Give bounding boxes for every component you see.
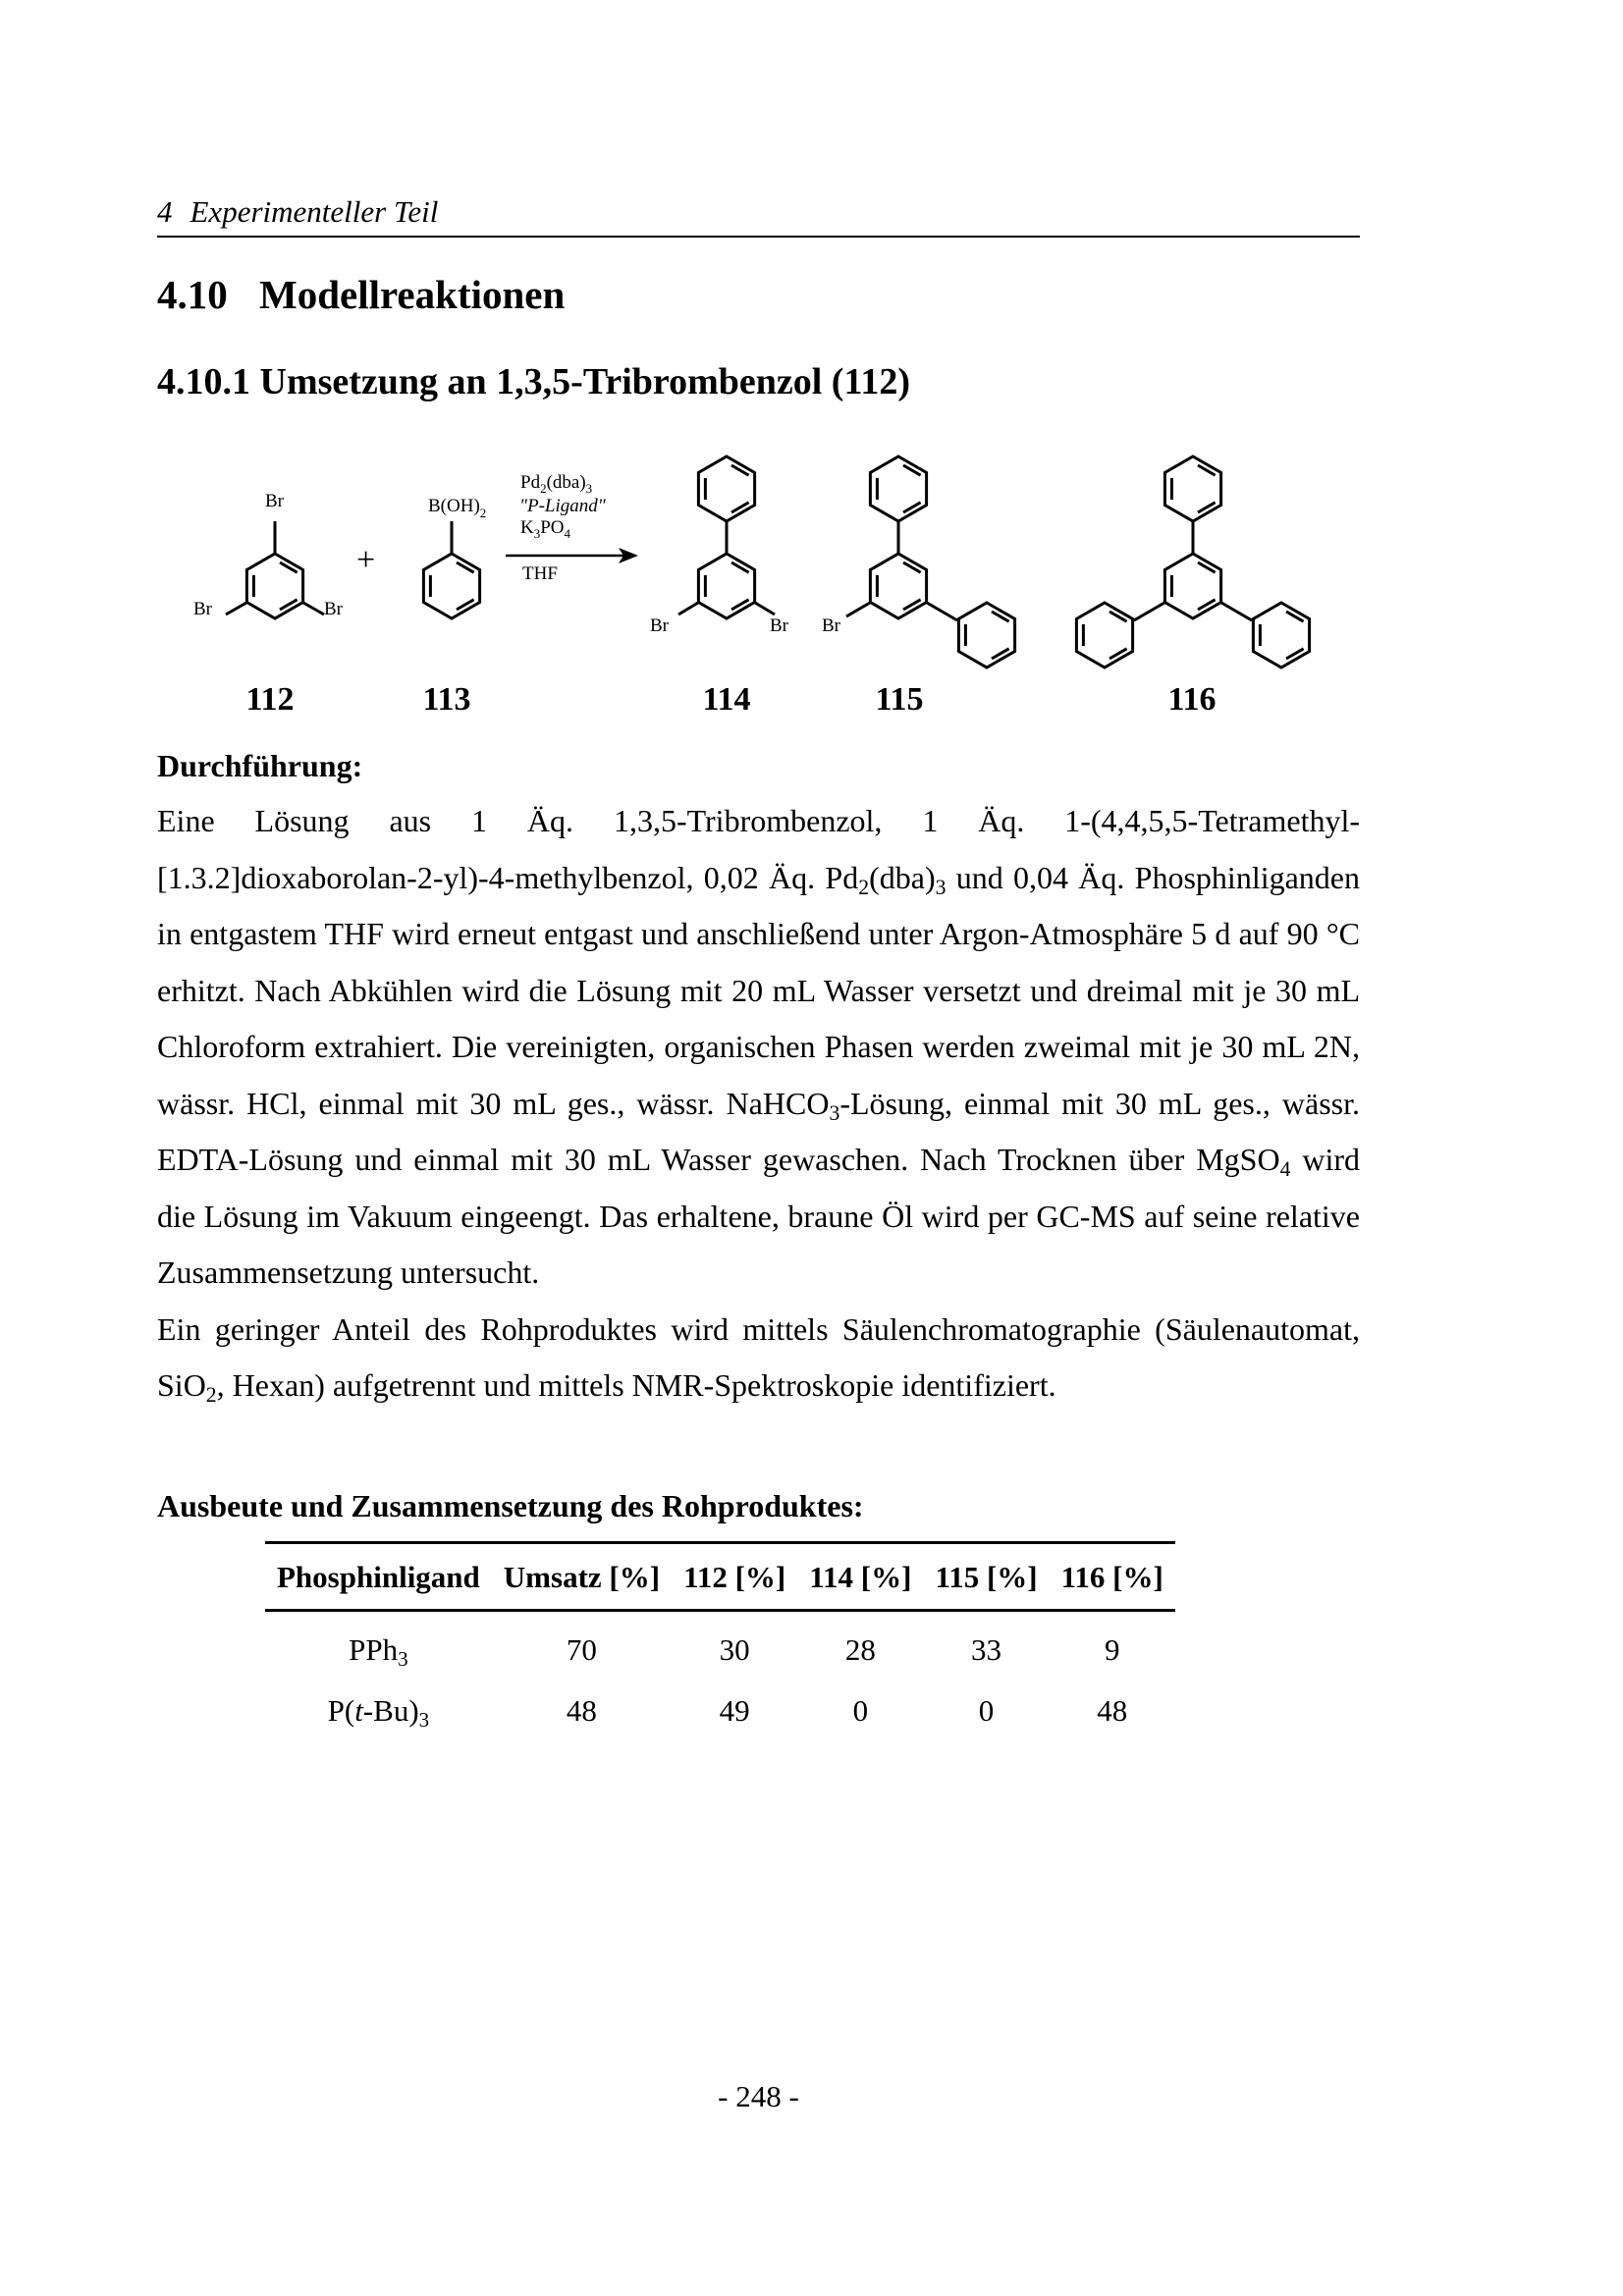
table-cell: 48 (1097, 1693, 1128, 1728)
section-heading (157, 271, 565, 318)
benzene-ring-115-phenyl-top (870, 456, 926, 521)
column-header: 116 [%] (1060, 1560, 1163, 1594)
procedure-paragraph-2: Ein geringer Anteil des Rohproduktes wird mittels Säulenchromatographie (Säulenautomat, SiO$_2$, Hexan) aufgetrennt und mittels NMR-Spektroskopie identifiziert. (157, 1310, 1360, 1408)
column-header: 114 [%] (809, 1560, 912, 1594)
chapter-title: Experimenteller Teil (189, 194, 439, 229)
compound-number-115: 115 (875, 681, 924, 718)
benzene-ring-115-core (870, 554, 926, 618)
table-cell: 28 (844, 1632, 876, 1667)
section-number: 4.10 (157, 272, 228, 317)
bromine-label-114-left: Br (650, 615, 669, 636)
page-number: - 248 - (718, 2079, 799, 2113)
table-cell: 0 (978, 1693, 995, 1728)
column-header: Umsatz [%] (503, 1560, 661, 1594)
ligand-cell: $P(t-Bu)_3$ (327, 1693, 430, 1732)
table-cell: 48 (566, 1693, 597, 1728)
benzene-ring-116-phenyl-left (1076, 603, 1132, 667)
bromine-label-112-right: Br (324, 599, 343, 619)
compound-number-114: 114 (702, 681, 751, 718)
boronic-acid-label: $B(OH)_2$ (428, 496, 487, 520)
table-cell: 30 (719, 1632, 750, 1667)
yield-heading: Ausbeute und Zusammensetzung des Rohproduktes: (157, 1488, 864, 1523)
ligand-label: "P-Ligand" (519, 496, 606, 516)
table-cell: 70 (566, 1632, 597, 1667)
benzene-ring-114-phenyl (698, 456, 754, 521)
compound-number-112: 112 (245, 681, 295, 718)
subsection-heading: 4.10.1 Umsetzung an 1,3,5-Tribrombenzol (112) (157, 361, 911, 402)
table-row (265, 1611, 1175, 1680)
bromine-label-112-top: Br (265, 491, 284, 511)
yield-table (265, 1541, 1175, 1739)
benzene-ring-112 (246, 554, 302, 618)
compound-number-113: 113 (422, 681, 471, 718)
column-header: 112 [%] (683, 1560, 786, 1594)
table-cell: 0 (852, 1693, 869, 1728)
solvent-label: THF (522, 563, 558, 584)
benzene-ring-116-phenyl-right (1253, 603, 1309, 667)
section-title: Modellreaktionen (259, 272, 566, 317)
table-header-row (265, 1543, 1175, 1611)
catalyst-label: $Pd_2(dba)_3$ (520, 472, 593, 496)
procedure-text (157, 793, 1360, 1415)
benzene-ring-116-core (1164, 554, 1220, 618)
chapter-number: 4 (157, 194, 173, 229)
procedure-heading: Durchführung: (157, 748, 363, 783)
benzene-ring-115-phenyl-right (958, 603, 1014, 667)
table-cell: 9 (1104, 1632, 1120, 1667)
plus-sign: + (356, 542, 376, 578)
bromine-label-112-left: Br (193, 599, 212, 619)
procedure-paragraph-1: Eine Lösung aus 1 Äq. 1,3,5-Tribrombenzol, 1 Äq. 1-(4,4,5,5-Tetramethyl-[1.3.2]dioxaborolan-2-yl)-4-methylbenzol, 0,02 Äq. $Pd_2(dba)_3$ und 0,04 Äq. Phosphinliganden in entgastem THF wird erneut entgast und anschließend unter Argon-Atmosphäre 5 d auf 90 °C erhitzt. Nach Abkühlen wird die Lösung mit 20 mL Wasser versetzt und dreimal mit je 30 mL Chloroform extrahiert. Die vereinigten, organischen Phasen werden zweimal mit je 30 mL 2N, wässr. HCl, einmal mit 30 mL ges., wässr. NaHCO$_3$-Lösung, einmal mit 30 mL ges., wässr. EDTA-Lösung und einmal mit 30 mL Wasser gewaschen. Nach Trocknen über MgSO$_4$ wird die Lösung im Vakuum eingeengt. Das erhaltene, braune Öl wird per GC-MS auf seine relative Zusammensetzung untersucht. (157, 803, 1361, 1290)
base-label: $K_3PO_4$ (520, 517, 571, 541)
bromine-label-114-right: Br (770, 615, 788, 636)
table-row (265, 1679, 1175, 1739)
benzene-ring-113 (423, 554, 479, 618)
compound-number-116: 116 (1167, 681, 1217, 718)
bromine-label-115: Br (822, 615, 840, 636)
table-cell: 33 (971, 1632, 1002, 1667)
running-header (157, 194, 1360, 238)
benzene-ring-114-core (698, 554, 754, 618)
column-header: 115 [%] (935, 1560, 1038, 1594)
column-header: Phosphinligand (277, 1560, 480, 1594)
ligand-cell: PPh$_3$ (349, 1632, 408, 1671)
table-cell: 49 (719, 1693, 750, 1728)
benzene-ring-116-phenyl-top (1164, 456, 1220, 521)
